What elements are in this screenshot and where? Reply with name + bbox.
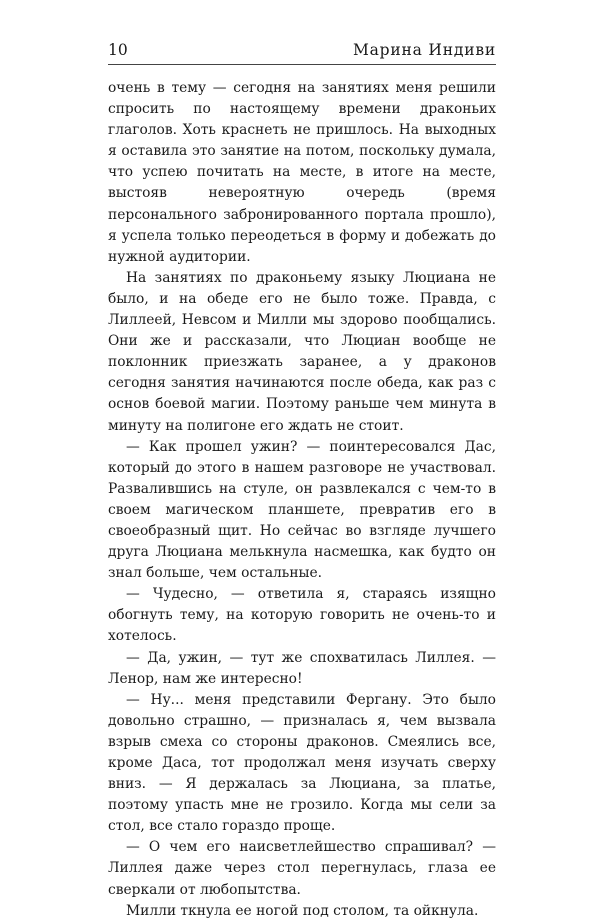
running-head	[108, 40, 496, 62]
paragraph: — Да, ужин, — тут же спохватилась Лиллея. — Ленор, нам же интересно!	[108, 649, 496, 687]
author-name: Марина Индиви	[352, 41, 496, 59]
paragraph: На занятиях по драконьему языку Люциана не было, и на обеде его не было тоже. Правда, с Лиллеей, Невсом и Милли мы здорово пообщались. Они же и рассказали, что Люциан вообще не поклонник приезжать заранее, а у драконов сегодня занятия начинаются после обеда, как раз с основ боевой магии. Поэтому раньше чем минута в минуту на полигоне его ждать не стоит.	[108, 269, 496, 434]
header-rule	[108, 64, 496, 65]
body-text	[108, 78, 496, 922]
page-number: 10	[108, 41, 128, 59]
paragraph: очень в тему — сегодня на занятиях меня решили спросить по настоящему времени драконьих глаголов. Хоть краснеть не пришлось. На выходных я оставила это занятие на потом, поскольку думала, что успею почитать на месте, в итоге на месте, выстояв невероятную очередь (время персонального забронированного портала прошло), я успела только переодеться в форму и добежать до нужной аудитории.	[108, 80, 496, 265]
paragraph: — Чудесно, — ответила я, стараясь изящно обогнуть тему, на которую говорить не очень-то и хотелось.	[108, 586, 496, 645]
paragraph: — Как прошел ужин? — поинтересовался Дас, который до этого в нашем разговоре не участвовал. Развалившись на стуле, он развлекался с чем-то в своем магическом планшете, превратив его в своеобразный щит. Но сейчас во взгляде лучшего друга Люциана мелькнула насмешка, как будто он знал больше, чем остальные.	[108, 438, 496, 582]
paragraph: — Ну... меня представили Фергану. Это было довольно страшно, — призналась я, чем вызвала взрыв смеха со стороны драконов. Смеялись все, кроме Даса, тот продолжал меня изучать сверху вниз. — Я держалась за Люциана, за платье, поэтому упасть мне не грозило. Когда мы сели за стол, все стало гораздо проще.	[108, 691, 496, 835]
paragraph: Милли ткнула ее ногой под столом, та ойкнула.	[126, 902, 479, 919]
paragraph: — О чем его наисветлейшество спрашивал? — Лиллея даже через стол перегнулась, глаза ее сверкали от любопытства.	[108, 839, 496, 898]
